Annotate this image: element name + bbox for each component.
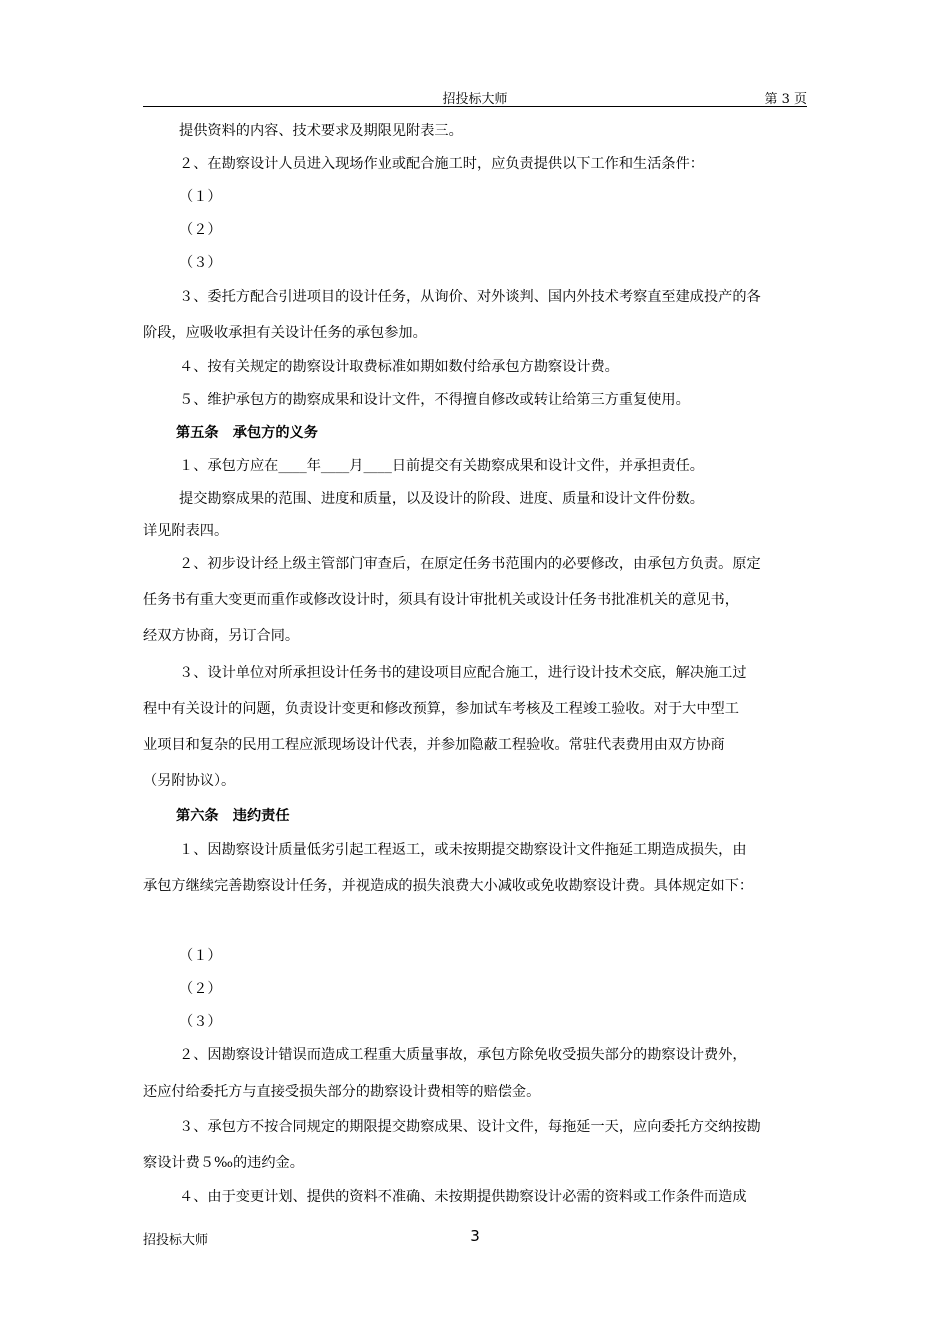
list-item: （１） [179, 948, 222, 964]
paragraph-line: ２、因勘察设计错误而造成工程重大质量事故，承包方除免收受损失部分的勘察设计费外， [179, 1047, 747, 1063]
paragraph-line: 阶段，应吸收承担有关设计任务的承包参加。 [143, 325, 427, 341]
paragraph-line: ３、承包方不按合同规定的期限提交勘察成果、设计文件，每拖延一天，应向委托方交纳按勘 [179, 1119, 761, 1135]
paragraph-line: ５、维护承包方的勘察成果和设计文件，不得擅自修改或转让给第三方重复使用。 [179, 392, 690, 408]
list-item: （２） [179, 222, 222, 238]
paragraph-line: 任务书有重大变更而重作或修改设计时，须具有设计审批机关或设计任务书批准机关的意见书， [143, 592, 739, 608]
paragraph-line: 承包方继续完善勘察设计任务，并视造成的损失浪费大小减收或免收勘察设计费。具体规定如下： [143, 878, 754, 894]
list-item: （３） [179, 255, 222, 271]
header-title: 招投标大师 [442, 92, 508, 107]
paragraph-line: １、承包方应在____年____月____日前提交有关勘察成果和设计文件，并承担责任。 [179, 458, 704, 474]
paragraph-line: ４、按有关规定的勘察设计取费标准如期如数付给承包方勘察设计费。 [179, 359, 619, 375]
section-heading: 第六条 违约责任 [176, 808, 290, 824]
paragraph-line: 经双方协商，另订合同。 [143, 628, 300, 644]
paragraph-line: 详见附表四。 [143, 523, 229, 539]
paragraph-line: ２、初步设计经上级主管部门审查后，在原定任务书范围内的必要修改，由承包方负责。原定 [179, 556, 761, 572]
list-item: （１） [179, 189, 222, 205]
paragraph-line: ４、由于变更计划、提供的资料不准确、未按期提供勘察设计必需的资料或工作条件而造成 [179, 1189, 747, 1205]
header-page-label: 第 3 页 [764, 92, 807, 107]
paragraph-line: ３、委托方配合引进项目的设计任务，从询价、对外谈判、国内外技术考察直至建成投产的各 [179, 289, 761, 305]
paragraph-line: （另附协议）。 [143, 773, 236, 789]
paragraph-line: 察设计费５‰的违约金。 [143, 1155, 304, 1171]
paragraph-line: １、因勘察设计质量低劣引起工程返工，或未按期提交勘察设计文件拖延工期造成损失，由 [179, 842, 747, 858]
paragraph-line: ２、在勘察设计人员进入现场作业或配合施工时，应负责提供以下工作和生活条件： [179, 156, 704, 172]
section-heading: 第五条 承包方的义务 [176, 425, 318, 441]
paragraph-line: 程中有关设计的问题，负责设计变更和修改预算，参加试车考核及工程竣工验收。对于大中型工 [143, 701, 739, 717]
footer-title: 招投标大师 [143, 1233, 209, 1248]
list-item: （３） [179, 1014, 222, 1030]
paragraph-line: 提交勘察成果的范围、进度和质量，以及设计的阶段、进度、质量和设计文件份数。 [179, 491, 704, 507]
paragraph-line: 还应付给委托方与直接受损失部分的勘察设计费相等的赔偿金。 [143, 1084, 541, 1100]
header-divider [143, 106, 807, 107]
list-item: （２） [179, 981, 222, 997]
footer-page-number: 3 [470, 1227, 480, 1245]
paragraph-line: 业项目和复杂的民用工程应派现场设计代表，并参加隐蔽工程验收。常驻代表费用由双方协商 [143, 737, 725, 753]
paragraph-line: ３、设计单位对所承担设计任务书的建设项目应配合施工，进行设计技术交底，解决施工过 [179, 665, 747, 681]
paragraph-line: 提供资料的内容、技术要求及期限见附表三。 [179, 123, 463, 139]
